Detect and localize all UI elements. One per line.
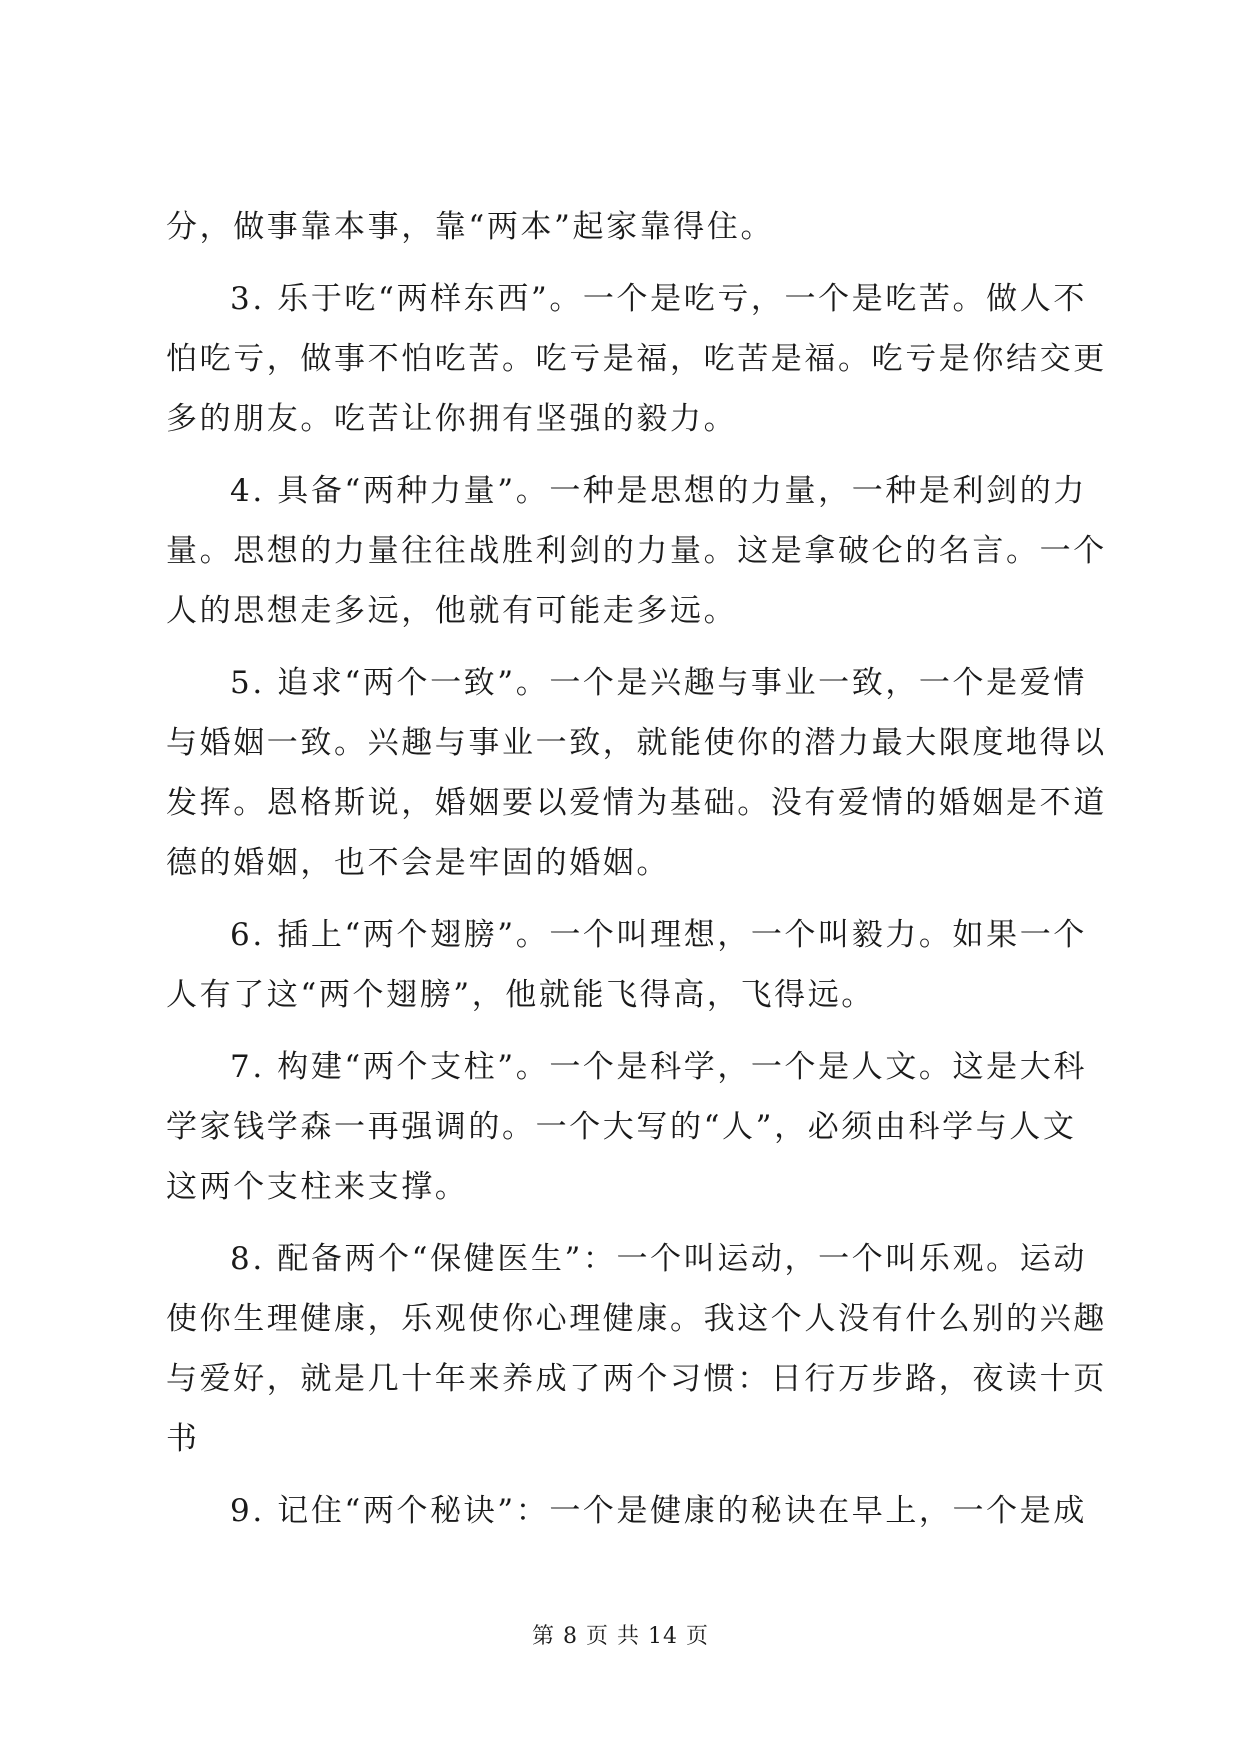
text-line: 德的婚姻，也不会是牢固的婚姻。: [166, 845, 670, 881]
text-line: 这两个支柱来支撑。: [166, 1169, 469, 1205]
text-line: 6. 插上“两个翅膀”。一个叫理想，一个叫毅力。如果一个: [230, 917, 1087, 953]
paragraph-item-8: [166, 1229, 1107, 1469]
text-line: 人有了这“两个翅膀”，他就能飞得高，飞得远。: [166, 977, 875, 1013]
text-line: 9. 记住“两个秘诀”：一个是健康的秘诀在早上，一个是成: [230, 1493, 1087, 1529]
paragraph-item-6: [166, 905, 1087, 1025]
text-line: 量。思想的力量往往战胜利剑的力量。这是拿破仑的名言。一个: [166, 533, 1107, 569]
text-line: 人的思想走多远，他就有可能走多远。: [166, 593, 738, 629]
paragraph-item-7: [166, 1037, 1087, 1217]
text-line: 使你生理健康，乐观使你心理健康。我这个人没有什么别的兴趣: [166, 1301, 1107, 1337]
text-line: 5. 追求“两个一致”。一个是兴趣与事业一致，一个是爱情: [230, 665, 1087, 701]
text-line: 与婚姻一致。兴趣与事业一致，就能使你的潜力最大限度地得以: [166, 725, 1107, 761]
text-line: 3. 乐于吃“两样东西”。一个是吃亏，一个是吃苦。做人不: [230, 281, 1087, 317]
text-line: 学家钱学森一再强调的。一个大写的“人”，必须由科学与人文: [166, 1109, 1077, 1145]
paragraph-item-5: [166, 653, 1107, 893]
text-line: 发挥。恩格斯说，婚姻要以爱情为基础。没有爱情的婚姻是不道: [166, 785, 1107, 821]
paragraph-item-3: [166, 269, 1107, 449]
text-line: 书: [166, 1421, 200, 1457]
page-number-footer: 第 8 页 共 14 页: [532, 1624, 709, 1649]
text-line: 4. 具备“两种力量”。一种是思想的力量，一种是利剑的力: [230, 473, 1087, 509]
text-line: 与爱好，就是几十年来养成了两个习惯：日行万步路，夜读十页: [166, 1361, 1107, 1397]
paragraph-item-9: [166, 1481, 1087, 1541]
paragraph-item-4: [166, 461, 1107, 641]
text-line: 怕吃亏，做事不怕吃苦。吃亏是福，吃苦是福。吃亏是你结交更: [166, 341, 1107, 377]
text-line: 8. 配备两个“保健医生”：一个叫运动，一个叫乐观。运动: [230, 1241, 1087, 1277]
text-line: 多的朋友。吃苦让你拥有坚强的毅力。: [166, 401, 738, 437]
document-body: [166, 197, 1107, 1541]
paragraph-continuation: [166, 197, 1076, 257]
text-line: 分，做事靠本事，靠“两本”起家靠得住。: [166, 209, 775, 245]
text-line: 7. 构建“两个支柱”。一个是科学，一个是人文。这是大科: [230, 1049, 1087, 1085]
